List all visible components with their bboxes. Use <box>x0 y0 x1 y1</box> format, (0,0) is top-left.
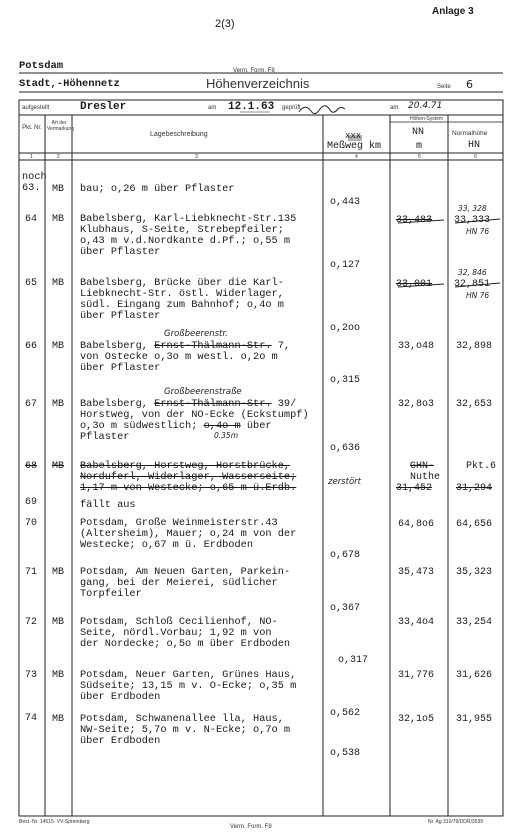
location-description-line4: Pflaster <box>80 431 130 443</box>
point-number: 66 <box>25 341 38 352</box>
hn-height: 33,254 <box>456 617 493 628</box>
col-pkt-header: Pkt. Nr. <box>22 125 42 131</box>
document-title: Höhenverzeichnis <box>206 76 310 91</box>
point-number: 72 <box>25 617 38 628</box>
col-index-3: 3 <box>195 154 198 160</box>
annex-label: Anlage 3 <box>432 6 474 17</box>
location-description-line3: o,3o m südwestlich; o,4o m über <box>80 420 272 432</box>
location-description: Babelsberg, Brücke über die Karl- Liebknecht-Str. östl. Widerlager, südl. Eingang zum Bahnhof; o,4o m über Pflaster <box>80 277 284 322</box>
hn-note: HN 76 <box>466 291 490 300</box>
col-index-4: 4 <box>355 154 358 160</box>
hn-height-corrected: 32, 846 <box>458 268 487 277</box>
sheet-label: Seite <box>437 84 451 90</box>
col-messweg-header: Meßweg km <box>327 141 382 152</box>
col-nn-header: NN <box>412 127 425 138</box>
sheet-number: 6 <box>466 78 473 91</box>
hn-height: 64,656 <box>456 519 493 530</box>
point-number: 65 <box>25 278 38 289</box>
nn-reference: Nuthe <box>410 472 441 483</box>
nn-height: 31,776 <box>398 670 435 681</box>
messweg-value: o,678 <box>330 550 361 561</box>
messweg-value: o,538 <box>330 748 361 759</box>
nn-height: 35,473 <box>398 567 435 578</box>
point-number: 73 <box>25 670 38 681</box>
hn-note: HN 76 <box>466 227 490 236</box>
location-description: von Ostecke o,3o m westl. o,2o m über Pflaster <box>80 351 278 374</box>
point-number: 68 <box>25 461 38 472</box>
point-number: 67 <box>25 399 38 410</box>
street-correction-note: Großbeerenstr. <box>164 329 228 339</box>
col-messweg-struck: xxx <box>345 131 362 141</box>
messweg-value: o,367 <box>330 603 361 614</box>
hn-height: 32,653 <box>456 399 493 410</box>
col-desc-header: Lagebeschreibung <box>150 131 208 138</box>
page-number: 2(3) <box>215 18 235 30</box>
street-correction-note: Großbeerenstraße <box>164 387 242 397</box>
destroyed-note: zerstört <box>328 477 361 487</box>
footer-order-number: Best.-Nr. 14515· VV-Spremberg <box>19 819 90 825</box>
created-label: aufgestellt <box>22 105 50 111</box>
point-number: 70 <box>25 518 38 529</box>
footer-code: Nr. Ag 310/79/DDR/3539 <box>428 819 484 825</box>
location-description: Potsdam, Schwanenallee lla, Haus, NW-Seite; 5,7o m v. N-Ecke; o,7o m über Erdboden <box>80 713 291 747</box>
nn-height: 33,001 <box>396 279 433 290</box>
created-date: 12.1.63 <box>228 101 275 113</box>
marker-type: MB <box>52 341 65 352</box>
col-hn-header: HN <box>468 140 481 151</box>
marker-type: MB <box>52 617 65 628</box>
messweg-value: o,2oo <box>330 323 361 334</box>
messweg-value: o,317 <box>338 655 369 666</box>
col-system-label: Höhen-System <box>410 116 444 122</box>
hn-height: 32,898 <box>456 341 493 352</box>
nn-reference-struck: GHN- <box>410 461 435 472</box>
nn-height: 33,o48 <box>398 341 435 352</box>
checked-date-label: am <box>390 105 399 111</box>
col-index-1: 1 <box>30 154 33 160</box>
messweg-value: o,315 <box>330 375 361 386</box>
point-number: 69 <box>25 497 38 508</box>
messweg-value: o,127 <box>330 260 361 271</box>
messweg-value: o,636 <box>330 443 361 454</box>
marker-type: MB <box>52 184 65 195</box>
marker-type: MB <box>52 461 65 472</box>
location-description: Babelsberg, Horstweg, Horstbrücke, Norduferl, Widerlager, Wasserseite; 1,17 m von Westecke; o,65 m ü.Erdb. <box>80 460 297 494</box>
location-description: Potsdam, Neuer Garten, Grünes Haus, Südseite; 13,15 m v. O-Ecke; o,35 m über Erdboden <box>80 669 297 703</box>
checked-date: 20.4.71 <box>408 101 443 111</box>
location-description: Potsdam, Große Weinmeisterstr.43 (Altersheim), Mauer; o,24 m von der Westecke; o,67 m ü. Erdboden <box>80 517 297 551</box>
marker-type: MB <box>52 214 65 225</box>
location-description: bau; o,26 m über Pflaster <box>80 183 235 195</box>
marker-type: MB <box>52 278 65 289</box>
point-number: 71 <box>25 567 38 578</box>
col-index-2: 2 <box>57 154 60 160</box>
location-description: Babelsberg, Karl-Liebknecht-Str.135 Klubhaus, S-Seite, Strebepfeiler; o,43 m v.d.Nordkante d.Pf.; o,55 m über Pflaster <box>80 213 297 258</box>
hn-height-corrected: 33, 328 <box>458 204 487 213</box>
location-description-line1: Babelsberg, Ernst-Thälmann-Str. 39/ <box>80 398 297 410</box>
nn-height: 31,452 <box>396 483 433 494</box>
nn-height: 33,4o4 <box>398 617 435 628</box>
point-number: 74 <box>25 713 38 724</box>
messweg-value: o,443 <box>330 197 361 208</box>
network-name: Stadt,-Höhennetz <box>19 78 120 90</box>
footer-form-label: Verm. Form. F8 <box>230 824 272 830</box>
hn-height: 31,294 <box>456 483 493 494</box>
col-m-header: m <box>416 141 423 152</box>
col-normal-label: Normalhöhe <box>452 130 488 137</box>
date-label: am <box>208 105 217 111</box>
col-index-6: 6 <box>474 154 477 160</box>
nn-height: 32,8o3 <box>398 399 435 410</box>
city-name: Potsdam <box>19 60 64 72</box>
form-label: Verm. Form. F8 <box>233 68 275 74</box>
point-number: 64 <box>25 214 38 225</box>
hn-height: 31,955 <box>456 714 493 725</box>
marker-type: MB <box>52 567 65 578</box>
marker-type: MB <box>52 399 65 410</box>
col-art-header: Art der Vermarkung <box>47 120 74 132</box>
hn-height: 35,323 <box>456 567 493 578</box>
marker-type: MB <box>52 714 65 725</box>
hn-height: 33,333 <box>454 215 491 226</box>
messweg-value: o,562 <box>330 708 361 719</box>
hn-height: 31,626 <box>456 670 493 681</box>
nn-height: 33,483 <box>396 215 433 226</box>
location-description-line1: Babelsberg, Ernst-Thälmann-Str. 7, <box>80 340 291 352</box>
nn-height: 32,1o5 <box>398 714 435 725</box>
point-number: noch 63. <box>22 171 47 194</box>
hn-reference: Pkt.6 <box>466 461 497 472</box>
location-description: fällt aus <box>80 499 136 511</box>
created-by: Dresler <box>80 101 127 113</box>
location-description: Potsdam, Schloß Cecilienhof, NO- Seite, nördl.Vorbau; 1,92 m von der Nordecke; o,5o m über Erdboden <box>80 616 291 650</box>
checked-label: geprüft <box>282 105 301 111</box>
distance-correction-note: 0.35m <box>214 431 239 440</box>
col-index-5: 5 <box>418 154 421 160</box>
marker-type: MB <box>52 670 65 681</box>
location-description: Horstweg, von der NO-Ecke (Eckstumpf) <box>80 409 309 421</box>
nn-height: 64,8o6 <box>398 519 435 530</box>
location-description: Potsdam, Am Neuen Garten, Parkein- gang, bei der Meierei, südlicher Torpfeiler <box>80 566 291 600</box>
hn-height: 32,851 <box>454 279 491 290</box>
